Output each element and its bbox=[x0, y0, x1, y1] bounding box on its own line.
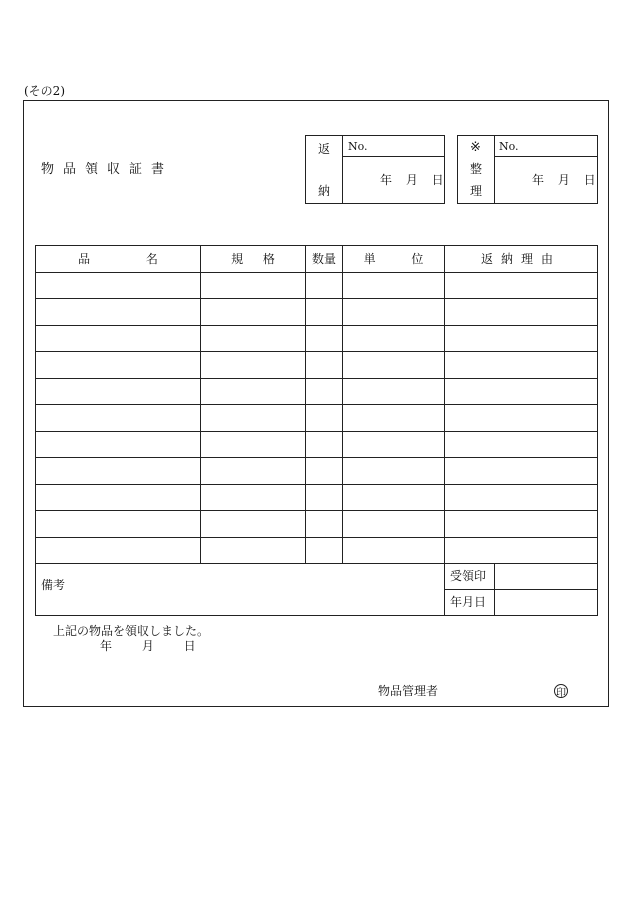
return-no-label: No. bbox=[348, 140, 368, 153]
table-row bbox=[35, 510, 598, 511]
header-spec: 規 格 bbox=[231, 252, 275, 266]
return-date-label: 年 月 日 bbox=[380, 173, 444, 187]
table-column-divider bbox=[200, 245, 201, 563]
table-row bbox=[35, 457, 598, 458]
header-unit: 単 位 bbox=[363, 252, 424, 266]
table-header-divider bbox=[35, 272, 598, 273]
admin-mark: ※ bbox=[470, 140, 481, 155]
header-quantity: 数量 bbox=[311, 252, 336, 266]
table-row bbox=[35, 325, 598, 326]
admin-label-bottom: 理 bbox=[470, 184, 483, 198]
table-row bbox=[35, 378, 598, 379]
table-row bbox=[35, 404, 598, 405]
receipt-statement: 上記の物品を領収しました。 bbox=[53, 624, 210, 638]
table-column-divider bbox=[305, 245, 306, 563]
remarks-label: 備考 bbox=[41, 578, 66, 592]
form-number-label: (その2) bbox=[24, 84, 65, 98]
table-row bbox=[35, 563, 598, 564]
receipt-stamp-label: 受領印 bbox=[450, 569, 487, 583]
admin-no-label: No. bbox=[499, 140, 519, 153]
manager-label: 物品管理者 bbox=[378, 684, 439, 698]
receipt-date-label: 年月日 bbox=[450, 595, 487, 609]
table-row bbox=[35, 537, 598, 538]
table-column-divider bbox=[444, 245, 445, 616]
seal-mark-icon: 印 bbox=[554, 684, 568, 698]
statement-date-label: 年 月 日 bbox=[100, 639, 196, 653]
document-title: 物品領収証書 bbox=[41, 162, 174, 177]
table-row bbox=[35, 298, 598, 299]
return-label-top: 返 bbox=[318, 142, 331, 156]
table-row bbox=[35, 484, 598, 485]
admin-label-top: 整 bbox=[470, 162, 483, 176]
header-return-reason: 返納理由 bbox=[480, 252, 561, 266]
receipt-row-divider bbox=[444, 589, 598, 590]
table-row bbox=[35, 351, 598, 352]
return-label-bottom: 納 bbox=[318, 184, 331, 198]
table-row bbox=[35, 431, 598, 432]
header-item-name: 品 名 bbox=[78, 252, 158, 266]
admin-date-label: 年 月 日 bbox=[532, 173, 596, 187]
table-column-divider bbox=[342, 245, 343, 563]
